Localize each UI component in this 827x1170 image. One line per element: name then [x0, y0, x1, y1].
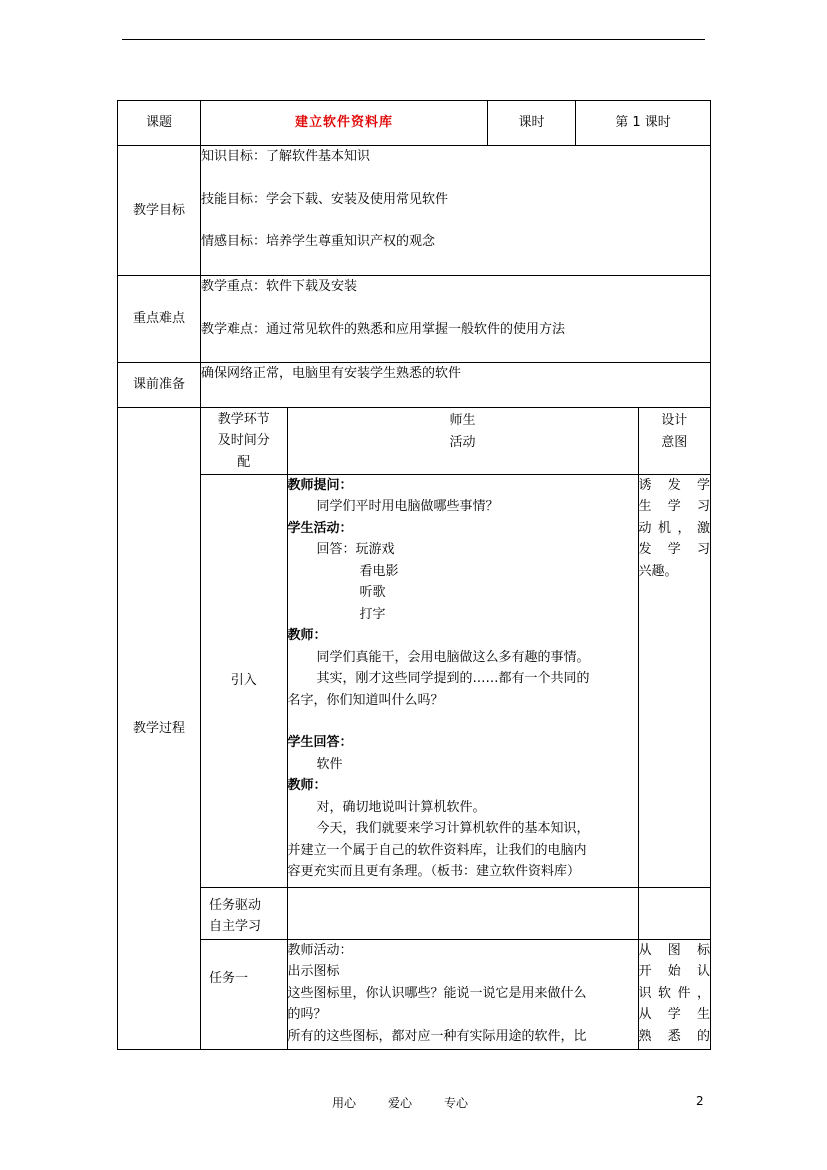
col-header-activity: 师生 活动: [287, 408, 638, 474]
lesson-title: 建立软件资料库: [201, 101, 488, 146]
preparation-label: 课前准备: [118, 363, 201, 408]
skill-objective: 技能目标：学会下载、安装及使用常见软件: [201, 191, 449, 207]
preparation-text: 确保网络正常，电脑里有安装学生熟悉的软件: [201, 363, 711, 408]
design-intro: 诱发学 生学习 动机，激 发学习 兴趣。: [638, 474, 710, 887]
lesson-title-label: 课题: [118, 101, 201, 146]
header-rule: [122, 39, 705, 40]
process-label: 教学过程: [118, 408, 201, 1050]
objectives-content: [201, 146, 711, 276]
design-task-driven: [638, 887, 710, 939]
footer-motto-2: 爱心: [388, 1096, 413, 1110]
design-task1: 从图标 开始认 识软件， 从学生 熟悉的: [638, 939, 710, 1049]
activity-intro: 教师提问： 同学们平时用电脑做哪些事情？ 学生活动： 回答：玩游戏 看电影 听歌 打字 教师： 同学们真能干，会用电脑做这么多有趣的事情。 其实，刚才这些同学提到的……都有一个共同的 名字，你们知道叫什么吗？ 学生回答： 软件 教师： 对，确切地说叫计算机软件。 今天，我们就要来学习计算机软件的基本知识， 并建立一个属于自己的软件资料库，让我们的电脑内 容更充实而且更有条理。（板书：建立软件资料库）: [287, 474, 638, 887]
activity-task-driven: [287, 887, 638, 939]
objectives-label: 教学目标: [118, 146, 201, 276]
period-label: 课时: [488, 101, 576, 146]
stage-intro: 引入: [201, 474, 287, 887]
emotion-objective: 情感目标：培养学生尊重知识产权的观念: [201, 234, 436, 249]
knowledge-objective: 知识目标：了解软件基本知识: [201, 149, 371, 164]
period-value: 第 1 课时: [576, 101, 711, 146]
activity-task1: 教师活动： 出示图标 这些图标里，你认识哪些？能说一说它是用来做什么 的吗？ 所有的这些图标，都对应一种有实际用途的软件，比: [287, 939, 638, 1049]
key-point: 教学重点：软件下载及安装: [201, 279, 358, 294]
difficult-point: 教学难点：通过常见软件的熟悉和应用掌握一般软件的使用方法: [201, 321, 566, 337]
lesson-plan-table: [117, 100, 711, 1050]
stage-task1: 任务一: [201, 939, 287, 1049]
col-header-design: 设计 意图: [638, 408, 710, 474]
process-table: [201, 408, 710, 1049]
key-points-content: [201, 276, 711, 363]
footer-motto-1: 用心: [332, 1096, 357, 1110]
page-number: 2: [696, 1094, 704, 1108]
stage-task-driven: 任务驱动 自主学习: [201, 887, 287, 939]
footer-motto-3: 专心: [444, 1096, 469, 1110]
col-header-stage: 教学环节 及时间分 配: [201, 408, 287, 474]
key-points-label: 重点难点: [118, 276, 201, 363]
